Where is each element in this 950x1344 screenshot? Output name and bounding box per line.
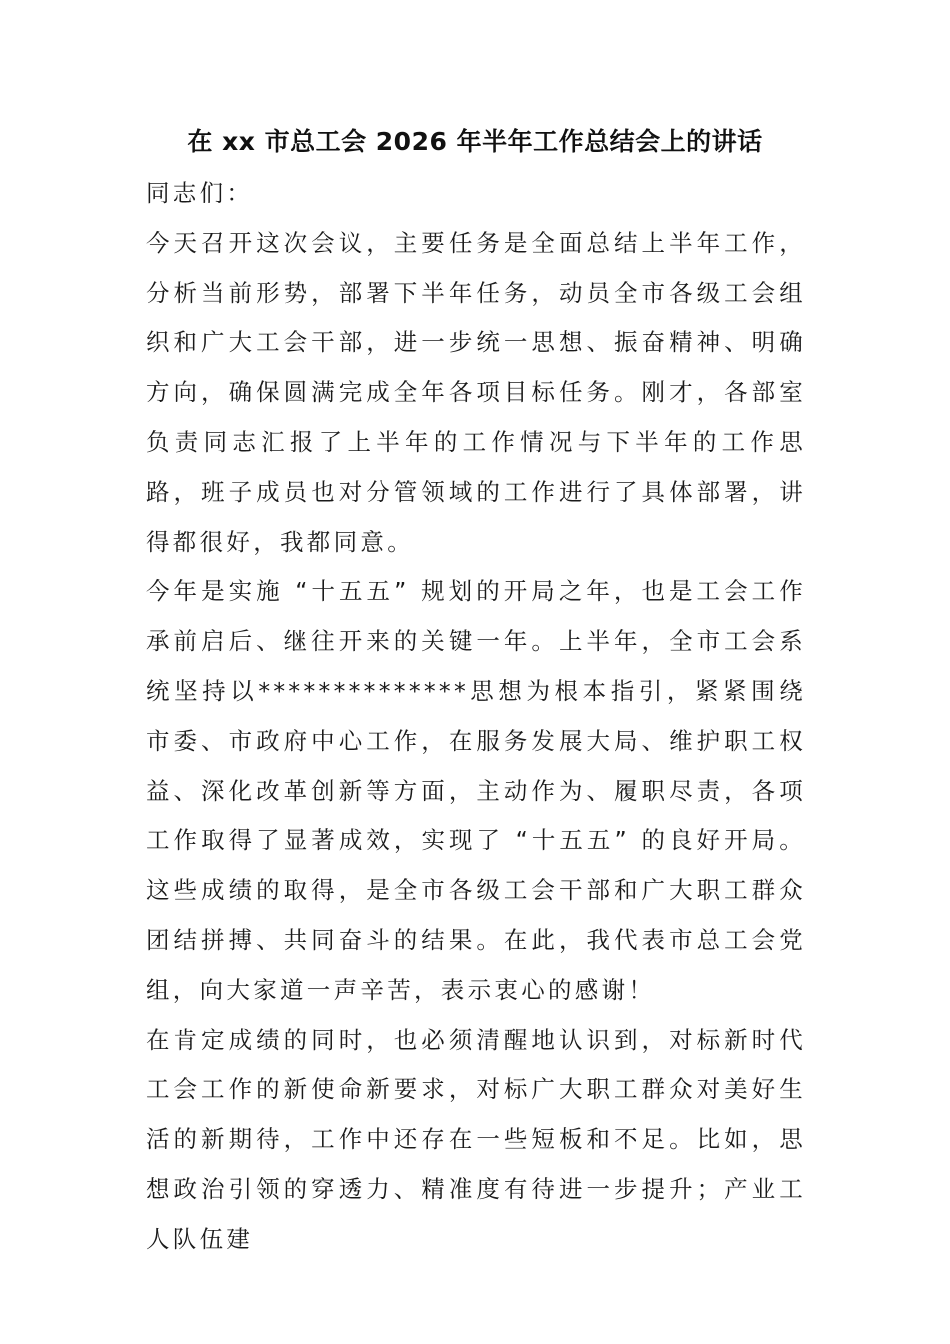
document-body bbox=[146, 169, 806, 1265]
document-title: 在 xx 市总工会 2026 年半年工作总结会上的讲话 bbox=[187, 127, 763, 156]
paragraph: 今天召开这次会议，主要任务是全面总结上半年工作，分析当前形势，部署下半年任务，动员全市各级工会组织和广大工会干部，进一步统一思想、振奋精神、明确方向，确保圆满完成全年各项目标任务。刚才，各部室负责同志汇报了上半年的工作情况与下半年的工作思路，班子成员也对分管领域的工作进行了具体部署，讲得都很好，我都同意。 bbox=[146, 228, 806, 556]
salutation: 同志们： bbox=[146, 179, 254, 207]
paragraph: 今年是实施 “十五五” 规划的开局之年，也是工会工作承前启后、继往开来的关键一年。上半年，全市工会系统坚持以**************思想为根本指引，紧紧围绕市委、市政府中心工作，在服务发展大局、维护职工权益、深化改革创新等方面，主动作为、履职尽责，各项工作取得了显著成效，实现了 “十五五” 的良好开局。这些成绩的取得，是全市各级工会干部和广大职工群众团结拼搏、共同奋斗的结果。在此，我代表市总工会党组，向大家道一声辛苦，表示衷心的感谢！ bbox=[146, 577, 806, 1004]
paragraph: 在肯定成绩的同时，也必须清醒地认识到，对标新时代工会工作的新使命新要求，对标广大职工群众对美好生活的新期待，工作中还存在一些短板和不足。比如，思想政治引领的穿透力、精准度有待进一步提升；产业工人队伍建 bbox=[146, 1025, 806, 1253]
